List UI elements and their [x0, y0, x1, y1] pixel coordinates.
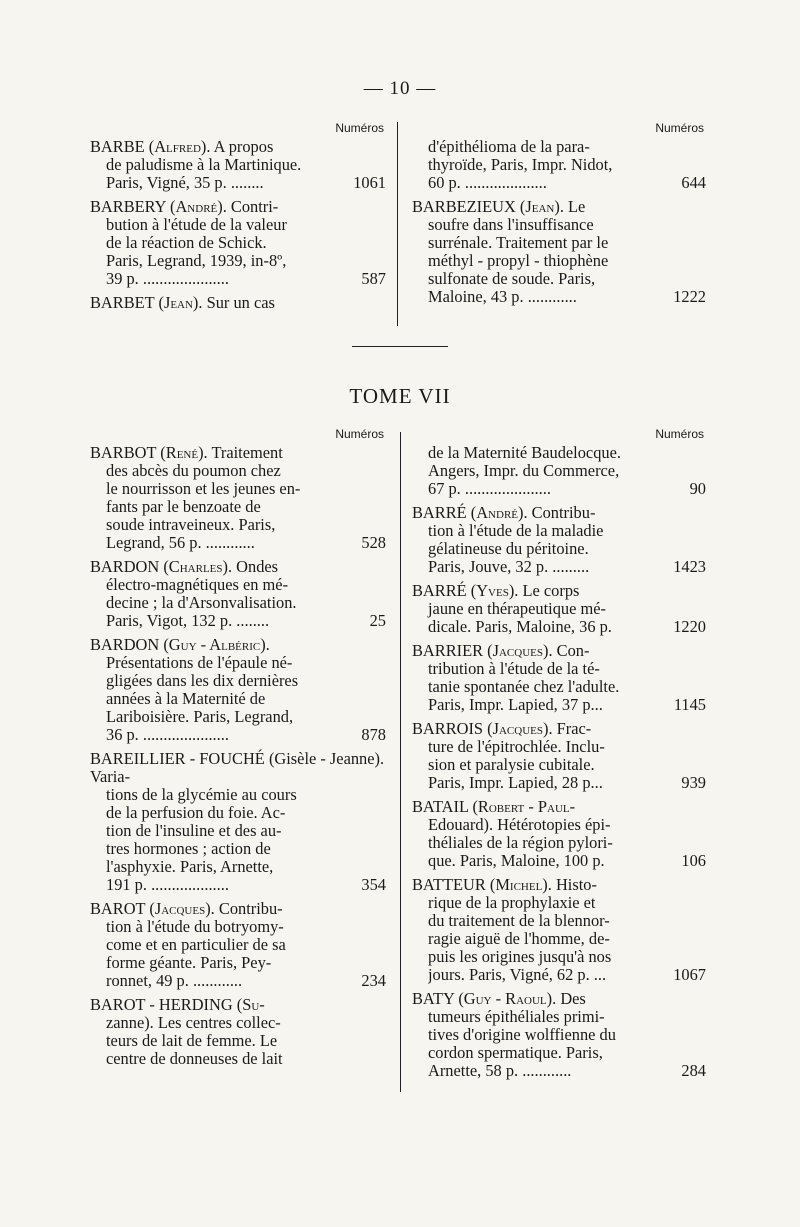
- entry-line: forme géante. Paris, Pey-: [106, 953, 272, 972]
- entry-publication: Paris, Jouve, 32 p. .........: [428, 558, 590, 576]
- entry-line: surrénale. Traitement par le: [428, 233, 609, 252]
- author-given-name: (Su-: [236, 995, 265, 1014]
- entry-number: 644: [681, 173, 706, 192]
- entry-number: 106: [681, 851, 706, 870]
- entry-number: 1145: [673, 695, 706, 714]
- top-left-column: [90, 118, 386, 318]
- page-number: — 10 —: [363, 78, 437, 99]
- author-surname: BARROIS: [412, 719, 484, 738]
- entry-line: électro-magnétiques en mé-: [106, 575, 289, 594]
- column-header: Numéros: [335, 427, 384, 441]
- entry-number: 354: [361, 875, 386, 894]
- entry-last-line: [412, 774, 706, 792]
- author-given-name: (André).: [470, 503, 528, 522]
- author-surname: BARBE: [90, 137, 145, 156]
- bottom-left-column: [90, 424, 386, 1074]
- entry-publication: ronnet, 49 p. ............: [106, 972, 243, 990]
- author-surname: BARBET: [90, 293, 155, 312]
- entry-publication: Legrand, 56 p. ............: [106, 534, 255, 552]
- entry-first-line: [412, 198, 706, 216]
- entry-line: de la réaction de Schick.: [106, 233, 267, 252]
- entry-line: tres hormones ; action de: [106, 839, 271, 858]
- entry-line: fants par le benzoate de: [106, 497, 261, 516]
- entry-first-line: [412, 582, 706, 600]
- author-given-name: (Jacques).: [149, 899, 215, 918]
- entry-line: thyroïde, Paris, Impr. Nidot,: [428, 155, 613, 174]
- bibliography-entry: [412, 642, 706, 714]
- entry-line: centre de donneuses de lait: [106, 1049, 283, 1068]
- bibliography-entry: [412, 876, 706, 984]
- entry-first-line: [90, 138, 386, 156]
- entry-publication: Paris, Impr. Lapied, 28 p...: [428, 774, 603, 792]
- entry-publication: 60 p. ....................: [428, 174, 547, 192]
- entry-text: Contribu-: [218, 899, 283, 918]
- entry-line: Présentations de l'épaule né-: [106, 653, 293, 672]
- bibliography-entry: [90, 996, 386, 1068]
- entry-text: Le corps: [522, 581, 580, 600]
- bibliography-entry: [90, 636, 386, 744]
- entry-number: 939: [681, 773, 706, 792]
- author-surname: BATTEUR: [412, 875, 486, 894]
- entry-first-line: [412, 138, 706, 156]
- author-given-name: (Michel).: [489, 875, 552, 894]
- entry-line: soufre dans l'insuffisance: [428, 215, 594, 234]
- entry-first-line: [90, 558, 386, 576]
- entry-line: tumeurs épithéliales primi-: [428, 1007, 605, 1026]
- top-two-column-block: [0, 118, 800, 330]
- entry-line: théliales de la région pylori-: [428, 833, 613, 852]
- entry-number: 878: [361, 725, 386, 744]
- bibliography-entry: [412, 138, 706, 192]
- entry-text: Ondes: [236, 557, 279, 576]
- top-right-column: [412, 118, 706, 312]
- bibliography-entry: [412, 990, 706, 1080]
- entry-publication: Paris, Vigot, 132 p. ........: [106, 612, 270, 630]
- entry-first-line: [90, 444, 386, 462]
- entry-publication: 39 p. .....................: [106, 270, 229, 288]
- entry-publication: Maloine, 43 p. ............: [428, 288, 577, 306]
- entry-line: de la perfusion du foie. Ac-: [106, 803, 286, 822]
- entry-last-line: [90, 726, 386, 744]
- entry-last-line: [412, 1062, 706, 1080]
- entry-text: d'épithélioma de la para-: [428, 137, 590, 156]
- bibliography-entry: [412, 504, 706, 576]
- entry-line: tions de la glycémie au cours: [106, 785, 297, 804]
- entry-line: tives d'origine wolffienne du: [428, 1025, 616, 1044]
- bibliography-entry: [412, 798, 706, 870]
- author-surname: BARBEZIEUX: [412, 197, 516, 216]
- entry-line: puis les origines jusqu'à nos: [428, 947, 612, 966]
- entry-line: tion de l'insuline et des au-: [106, 821, 282, 840]
- entry-line: rique de la prophylaxie et: [428, 893, 596, 912]
- entry-line: méthyl - propyl - thiophène: [428, 251, 609, 270]
- bibliography-entry: [90, 138, 386, 192]
- entry-number: 1423: [673, 557, 706, 576]
- entry-line: jaune en thérapeutique mé-: [428, 599, 606, 618]
- author-surname: BATY: [412, 989, 455, 1008]
- entry-first-line: [412, 876, 706, 894]
- entry-first-line: [90, 198, 386, 216]
- bottom-right-column: [412, 424, 706, 1086]
- entry-text: Histo-: [555, 875, 597, 894]
- entry-publication: jours. Paris, Vigné, 62 p. ...: [428, 966, 607, 984]
- section-rule: [352, 346, 448, 347]
- entry-first-line: [412, 990, 706, 1008]
- entry-first-line: [90, 900, 386, 918]
- entry-line: ragie aiguë de l'homme, de-: [428, 929, 610, 948]
- entry-last-line: [412, 696, 706, 714]
- column-header: Numéros: [335, 121, 384, 135]
- entry-line: teurs de lait de femme. Le: [106, 1031, 278, 1050]
- entry-publication: dicale. Paris, Maloine, 36 p.: [428, 618, 612, 636]
- entry-last-line: [412, 174, 706, 192]
- author-given-name: (Guy - Albéric).: [163, 635, 270, 654]
- bibliography-entry: [412, 198, 706, 306]
- author-surname: BARBERY: [90, 197, 166, 216]
- entry-first-line: [90, 750, 386, 786]
- entry-line: des abcès du poumon chez: [106, 461, 281, 480]
- entry-list: [90, 138, 386, 312]
- entry-text: Con-: [556, 641, 590, 660]
- entry-line: sulfonate de soude. Paris,: [428, 269, 596, 288]
- entry-number: 528: [361, 533, 386, 552]
- entry-list: [412, 444, 706, 1080]
- column-header: Numéros: [655, 121, 704, 135]
- entry-line: années à la Maternité de: [106, 689, 266, 708]
- entry-number: 1067: [673, 965, 706, 984]
- author-surname: BARRÉ: [412, 503, 467, 522]
- entry-text: Frac-: [556, 719, 592, 738]
- entry-text: Contribu-: [531, 503, 596, 522]
- entry-first-line: [90, 294, 386, 312]
- author-given-name: (Jacques).: [487, 719, 553, 738]
- entry-last-line: [90, 174, 386, 192]
- entry-text: Le: [568, 197, 586, 216]
- author-surname: BARRIER: [412, 641, 484, 660]
- entry-line: du traitement de la blennor-: [428, 911, 610, 930]
- entry-text: Sur un cas: [206, 293, 275, 312]
- entry-line: Edouard). Hétérotopies épi-: [428, 815, 611, 834]
- entry-line: bution à l'étude de la valeur: [106, 215, 287, 234]
- entry-line: Paris, Legrand, 1939, in-8º,: [106, 251, 287, 270]
- entry-line: tion à l'étude de la maladie: [428, 521, 604, 540]
- entry-line: ture de l'épitrochlée. Inclu-: [428, 737, 605, 756]
- bibliography-entry: [412, 444, 706, 498]
- entry-publication: Paris, Vigné, 35 p. ........: [106, 174, 264, 192]
- author-given-name: (Jacques).: [487, 641, 553, 660]
- entry-last-line: [412, 288, 706, 306]
- bibliography-entry: [412, 582, 706, 636]
- entry-text: Des: [560, 989, 586, 1008]
- entry-number: 25: [369, 611, 386, 630]
- author-given-name: (Jean).: [519, 197, 564, 216]
- entry-line: soude intraveineux. Paris,: [106, 515, 276, 534]
- entry-text: A propos: [213, 137, 274, 156]
- column-header: Numéros: [655, 427, 704, 441]
- entry-last-line: [90, 876, 386, 894]
- entry-line: le nourrisson et les jeunes en-: [106, 479, 301, 498]
- entry-publication: 67 p. .....................: [428, 480, 551, 498]
- entry-line: decine ; la d'Arsonvalisation.: [106, 593, 297, 612]
- entry-publication: Paris, Impr. Lapied, 37 p...: [428, 696, 603, 714]
- author-surname: BARBOT: [90, 443, 157, 462]
- author-surname: BATAIL: [412, 797, 469, 816]
- entry-number: 1220: [673, 617, 706, 636]
- author-surname: BARDON: [90, 557, 160, 576]
- entry-text: Contri-: [230, 197, 279, 216]
- entry-number: 234: [361, 971, 386, 990]
- bibliography-entry: [90, 900, 386, 990]
- entry-number: 1061: [353, 173, 386, 192]
- author-given-name: (André).: [170, 197, 227, 216]
- entry-first-line: [90, 996, 386, 1014]
- author-surname: BAREILLIER - FOUCHÉ: [90, 749, 265, 768]
- entry-number: 284: [681, 1061, 706, 1080]
- author-given-name: (Yves).: [470, 581, 519, 600]
- entry-first-line: [412, 642, 706, 660]
- entry-last-line: [90, 612, 386, 630]
- entry-publication: Arnette, 58 p. ............: [428, 1062, 572, 1080]
- author-given-name: (Guy - Raoul).: [458, 989, 557, 1008]
- author-surname: BARRÉ: [412, 581, 467, 600]
- entry-line: tribution à l'étude de la té-: [428, 659, 600, 678]
- author-surname: BARDON: [90, 635, 160, 654]
- author-given-name: (René).: [160, 443, 208, 462]
- entry-last-line: [412, 852, 706, 870]
- entry-last-line: [412, 558, 706, 576]
- entry-line: Lariboisière. Paris, Legrand,: [106, 707, 294, 726]
- entry-line: tion à l'étude du botryomy-: [106, 917, 284, 936]
- author-surname: BAROT - HERDING: [90, 995, 233, 1014]
- entry-last-line: [412, 966, 706, 984]
- entry-number: 90: [689, 479, 706, 498]
- entry-publication: 191 p. ...................: [106, 876, 229, 894]
- entry-last-line: [90, 270, 386, 288]
- bibliography-entry: [90, 294, 386, 312]
- entry-last-line: [412, 618, 706, 636]
- entry-line: zanne). Les centres collec-: [106, 1013, 281, 1032]
- entry-first-line: [412, 798, 706, 816]
- entry-line: gélatineuse du péritoine.: [428, 539, 589, 558]
- bibliography-entry: [90, 444, 386, 552]
- entry-line: Angers, Impr. du Commerce,: [428, 461, 620, 480]
- bibliography-entry: [90, 198, 386, 288]
- entry-first-line: [412, 720, 706, 738]
- entry-text: (Gisèle - Jeanne). Varia-: [90, 749, 385, 786]
- entry-last-line: [90, 534, 386, 552]
- entry-first-line: [412, 504, 706, 522]
- author-surname: BAROT: [90, 899, 146, 918]
- section-title: TOME VII: [349, 384, 451, 408]
- entry-last-line: [412, 480, 706, 498]
- entry-list: [412, 138, 706, 306]
- entry-line: come et en particulier de sa: [106, 935, 286, 954]
- column-divider: [400, 432, 401, 1092]
- entry-publication: 36 p. .....................: [106, 726, 229, 744]
- entry-list: [90, 444, 386, 1068]
- entry-line: sion et paralysie cubitale.: [428, 755, 595, 774]
- bibliography-entry: [412, 720, 706, 792]
- entry-text: de la Maternité Baudelocque.: [428, 443, 621, 462]
- author-given-name: (Alfred).: [148, 137, 211, 156]
- entry-publication: que. Paris, Maloine, 100 p.: [428, 852, 605, 870]
- author-given-name: (Robert - Paul-: [472, 797, 576, 816]
- column-divider: [397, 122, 398, 326]
- entry-first-line: [90, 636, 386, 654]
- bibliography-entry: [90, 558, 386, 630]
- entry-line: tanie spontanée chez l'adulte.: [428, 677, 620, 696]
- entry-number: 587: [361, 269, 386, 288]
- entry-line: gligées dans les dix dernières: [106, 671, 299, 690]
- entry-line: l'asphyxie. Paris, Arnette,: [106, 857, 274, 876]
- author-given-name: (Jean).: [158, 293, 203, 312]
- entry-number: 1222: [673, 287, 706, 306]
- bottom-two-column-block: [0, 424, 800, 1094]
- entry-line: cordon spermatique. Paris,: [428, 1043, 603, 1062]
- entry-line: de paludisme à la Martinique.: [106, 155, 302, 174]
- entry-text: Traitement: [211, 443, 283, 462]
- entry-last-line: [90, 972, 386, 990]
- author-given-name: (Charles).: [163, 557, 233, 576]
- entry-first-line: [412, 444, 706, 462]
- bibliography-entry: [90, 750, 386, 894]
